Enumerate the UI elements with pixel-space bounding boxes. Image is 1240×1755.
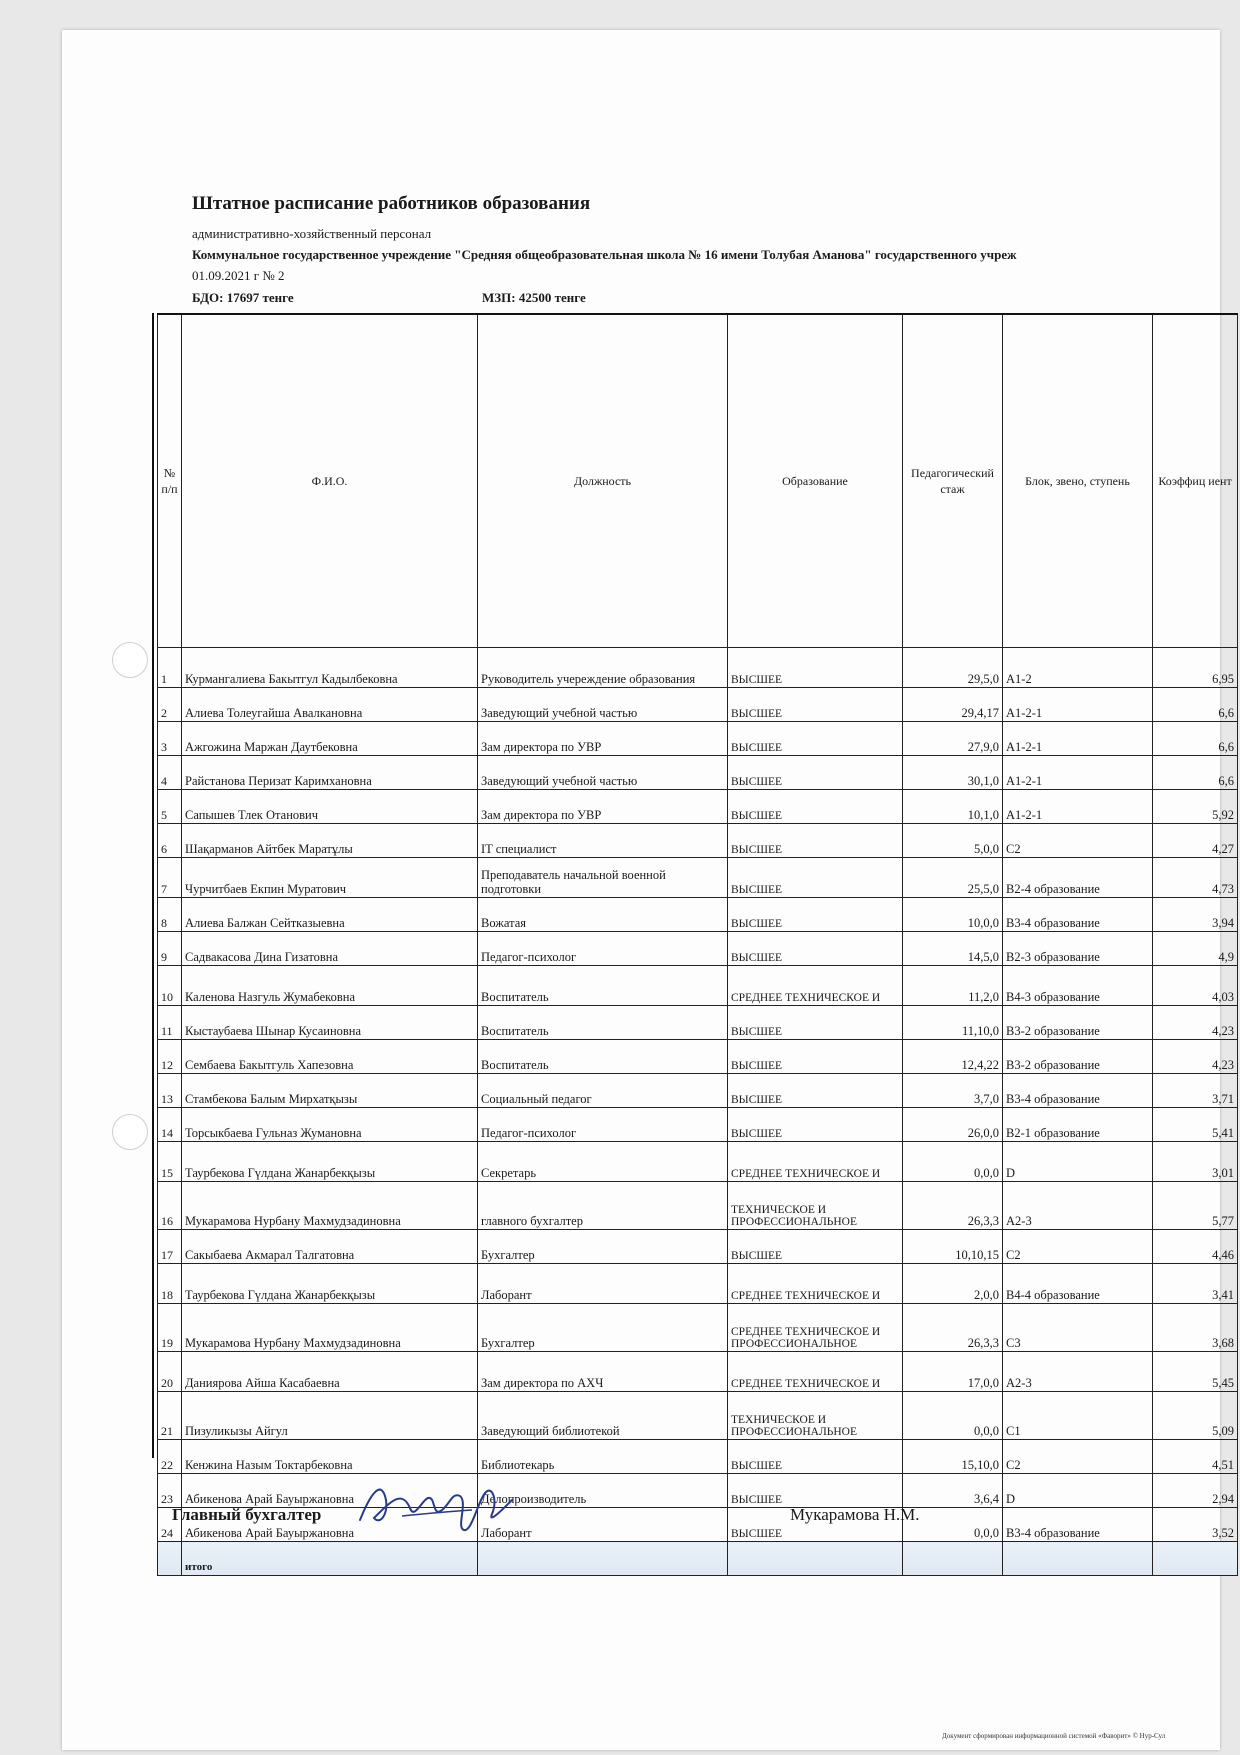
row-coefficient: 6,6 xyxy=(1153,756,1238,790)
bdo-value: БДО: 17697 тенге xyxy=(192,290,294,305)
header-name: Ф.И.О. xyxy=(182,314,478,648)
row-coefficient: 4,23 xyxy=(1153,1006,1238,1040)
header-number: № п/п xyxy=(158,314,182,648)
row-stage: 0,0,0 xyxy=(903,1142,1003,1182)
row-education: ВЫСШЕЕ xyxy=(728,756,903,790)
row-position: Воспитатель xyxy=(478,966,728,1006)
table-row xyxy=(158,824,1238,858)
table-row xyxy=(158,1474,1238,1508)
row-education: ВЫСШЕЕ xyxy=(728,1006,903,1040)
row-coefficient: 3,41 xyxy=(1153,1264,1238,1304)
row-position: IT специалист xyxy=(478,824,728,858)
row-number: 16 xyxy=(158,1182,182,1230)
row-name: Садвакасова Дина Гизатовна xyxy=(182,932,478,966)
total-cell xyxy=(158,1542,182,1576)
row-position: Бухгалтер xyxy=(478,1304,728,1352)
total-label: итого xyxy=(182,1542,478,1576)
row-number: 2 xyxy=(158,688,182,722)
row-block: B3-4 образование xyxy=(1003,898,1153,932)
table-row xyxy=(158,966,1238,1006)
row-block: B4-3 образование xyxy=(1003,966,1153,1006)
row-education: ВЫСШЕЕ xyxy=(728,1474,903,1508)
row-coefficient: 6,6 xyxy=(1153,722,1238,756)
row-education: ВЫСШЕЕ xyxy=(728,1108,903,1142)
total-cell xyxy=(728,1542,903,1576)
table-row xyxy=(158,648,1238,688)
row-stage: 15,10,0 xyxy=(903,1440,1003,1474)
row-number: 18 xyxy=(158,1264,182,1304)
row-number: 15 xyxy=(158,1142,182,1182)
punch-hole xyxy=(112,1114,148,1150)
row-block: C2 xyxy=(1003,824,1153,858)
table-row xyxy=(158,722,1238,756)
row-block: B2-4 образование xyxy=(1003,858,1153,898)
row-number: 7 xyxy=(158,858,182,898)
header-block: Блок, звено, ступень xyxy=(1003,314,1153,648)
row-coefficient: 3,71 xyxy=(1153,1074,1238,1108)
row-coefficient: 5,45 xyxy=(1153,1352,1238,1392)
row-number: 14 xyxy=(158,1108,182,1142)
row-stage: 0,0,0 xyxy=(903,1392,1003,1440)
row-stage: 3,6,4 xyxy=(903,1474,1003,1508)
total-row xyxy=(158,1542,1238,1576)
row-education: СРЕДНЕЕ ТЕХНИЧЕСКОЕ И xyxy=(728,1264,903,1304)
row-name: Чурчитбаев Екпин Муратович xyxy=(182,858,478,898)
row-education: ВЫСШЕЕ xyxy=(728,1040,903,1074)
row-position: Заведующий учебной частью xyxy=(478,756,728,790)
row-stage: 11,10,0 xyxy=(903,1006,1003,1040)
row-position: главного бухгалтер xyxy=(478,1182,728,1230)
row-position: Преподаватель начальной военной подготовки xyxy=(478,858,728,898)
row-position: Зам директора по УВР xyxy=(478,790,728,824)
footer-note: Документ сформирован информационной системой «Фаворит» © Нур-Сул xyxy=(942,1732,1166,1740)
row-number: 4 xyxy=(158,756,182,790)
row-stage: 27,9,0 xyxy=(903,722,1003,756)
row-position: Зам директора по АХЧ xyxy=(478,1352,728,1392)
row-position: Бухгалтер xyxy=(478,1230,728,1264)
header-position: Должность xyxy=(478,314,728,648)
row-number: 11 xyxy=(158,1006,182,1040)
row-coefficient: 4,46 xyxy=(1153,1230,1238,1264)
row-stage: 30,1,0 xyxy=(903,756,1003,790)
row-number: 9 xyxy=(158,932,182,966)
row-coefficient: 5,92 xyxy=(1153,790,1238,824)
row-position: Заведующий библиотекой xyxy=(478,1392,728,1440)
row-position: Воспитатель xyxy=(478,1006,728,1040)
table-row xyxy=(158,858,1238,898)
row-education: ВЫСШЕЕ xyxy=(728,824,903,858)
row-name: Пизуликызы Айгул xyxy=(182,1392,478,1440)
row-stage: 26,3,3 xyxy=(903,1182,1003,1230)
row-number: 22 xyxy=(158,1440,182,1474)
row-block: C2 xyxy=(1003,1440,1153,1474)
row-block: B2-1 образование xyxy=(1003,1108,1153,1142)
row-coefficient: 3,94 xyxy=(1153,898,1238,932)
row-coefficient: 4,27 xyxy=(1153,824,1238,858)
row-stage: 2,0,0 xyxy=(903,1264,1003,1304)
row-coefficient: 4,23 xyxy=(1153,1040,1238,1074)
row-block: D xyxy=(1003,1474,1153,1508)
table-row xyxy=(158,756,1238,790)
row-education: ВЫСШЕЕ xyxy=(728,932,903,966)
table-row xyxy=(158,898,1238,932)
row-stage: 11,2,0 xyxy=(903,966,1003,1006)
row-education: ВЫСШЕЕ xyxy=(728,688,903,722)
header-stage: Педагогический стаж xyxy=(903,314,1003,648)
table-row xyxy=(158,1440,1238,1474)
row-stage: 29,5,0 xyxy=(903,648,1003,688)
row-name: Сембаева Бакытгуль Хапезовна xyxy=(182,1040,478,1074)
table-row xyxy=(158,1142,1238,1182)
row-name: Мукарамова Нурбану Махмудзадиновна xyxy=(182,1304,478,1352)
row-block: B3-4 образование xyxy=(1003,1074,1153,1108)
row-name: Кенжина Назым Токтарбековна xyxy=(182,1440,478,1474)
row-position: Руководитель учереждение образования xyxy=(478,648,728,688)
row-block: B3-2 образование xyxy=(1003,1006,1153,1040)
row-name: Алиева Толеугайша Авалкановна xyxy=(182,688,478,722)
row-coefficient: 3,52 xyxy=(1153,1508,1238,1542)
row-education: СРЕДНЕЕ ТЕХНИЧЕСКОЕ И xyxy=(728,966,903,1006)
row-stage: 10,1,0 xyxy=(903,790,1003,824)
total-cell xyxy=(1153,1542,1238,1576)
table-row xyxy=(158,1264,1238,1304)
row-position: Педагог-психолог xyxy=(478,1108,728,1142)
row-coefficient: 5,77 xyxy=(1153,1182,1238,1230)
row-block: A2-3 xyxy=(1003,1352,1153,1392)
row-block: C2 xyxy=(1003,1230,1153,1264)
document-subtitle: административно-хозяйственный персонал xyxy=(192,226,432,241)
row-name: Сакыбаева Акмарал Талгатовна xyxy=(182,1230,478,1264)
row-name: Каленова Назгуль Жумабековна xyxy=(182,966,478,1006)
total-cell xyxy=(478,1542,728,1576)
row-name: Даниярова Айша Касабаевна xyxy=(182,1352,478,1392)
row-education: ВЫСШЕЕ xyxy=(728,1508,903,1542)
row-stage: 26,3,3 xyxy=(903,1304,1003,1352)
row-position: Заведующий учебной частью xyxy=(478,688,728,722)
row-position: Воспитатель xyxy=(478,1040,728,1074)
row-stage: 3,7,0 xyxy=(903,1074,1003,1108)
row-name: Райстанова Перизат Каримхановна xyxy=(182,756,478,790)
row-coefficient: 6,6 xyxy=(1153,688,1238,722)
row-block: B3-2 образование xyxy=(1003,1040,1153,1074)
row-coefficient: 4,51 xyxy=(1153,1440,1238,1474)
row-number: 5 xyxy=(158,790,182,824)
table-row xyxy=(158,1006,1238,1040)
row-position: Лаборант xyxy=(478,1264,728,1304)
table-row xyxy=(158,932,1238,966)
row-position: Вожатая xyxy=(478,898,728,932)
row-coefficient: 5,41 xyxy=(1153,1108,1238,1142)
row-coefficient: 3,68 xyxy=(1153,1304,1238,1352)
header-coefficient: Коэффиц иент xyxy=(1153,314,1238,648)
row-stage: 17,0,0 xyxy=(903,1352,1003,1392)
row-block: A1-2-1 xyxy=(1003,756,1153,790)
row-number: 12 xyxy=(158,1040,182,1074)
row-education: ВЫСШЕЕ xyxy=(728,722,903,756)
table-row xyxy=(158,1352,1238,1392)
row-number: 10 xyxy=(158,966,182,1006)
row-education: ВЫСШЕЕ xyxy=(728,1440,903,1474)
row-name: Абикенова Арай Бауыржановна xyxy=(182,1474,478,1508)
row-name: Стамбекова Балым Мирхатқызы xyxy=(182,1074,478,1108)
row-block: B2-3 образование xyxy=(1003,932,1153,966)
row-stage: 26,0,0 xyxy=(903,1108,1003,1142)
row-block: B4-4 образование xyxy=(1003,1264,1153,1304)
row-stage: 29,4,17 xyxy=(903,688,1003,722)
signature-label: Главный бухгалтер xyxy=(172,1505,322,1524)
row-position: Лаборант xyxy=(478,1508,728,1542)
table-row xyxy=(158,1230,1238,1264)
row-block: A1-2-1 xyxy=(1003,688,1153,722)
total-cell xyxy=(1003,1542,1153,1576)
row-number: 6 xyxy=(158,824,182,858)
row-number: 13 xyxy=(158,1074,182,1108)
row-education: ВЫСШЕЕ xyxy=(728,790,903,824)
row-education: ТЕХНИЧЕСКОЕ И ПРОФЕССИОНАЛЬНОЕ xyxy=(728,1182,903,1230)
row-block: A1-2-1 xyxy=(1003,790,1153,824)
row-education: ВЫСШЕЕ xyxy=(728,1230,903,1264)
row-coefficient: 4,73 xyxy=(1153,858,1238,898)
row-position: Библиотекарь xyxy=(478,1440,728,1474)
row-coefficient: 5,09 xyxy=(1153,1392,1238,1440)
total-cell xyxy=(903,1542,1003,1576)
row-block: A2-3 xyxy=(1003,1182,1153,1230)
row-position: Социальный педагог xyxy=(478,1074,728,1108)
row-education: ВЫСШЕЕ xyxy=(728,1074,903,1108)
signatory-name: Мукарамова Н.М. xyxy=(790,1505,920,1524)
row-block: D xyxy=(1003,1142,1153,1182)
row-education: СРЕДНЕЕ ТЕХНИЧЕСКОЕ И xyxy=(728,1352,903,1392)
table-header-row xyxy=(158,314,1238,648)
row-education: ТЕХНИЧЕСКОЕ И ПРОФЕССИОНАЛЬНОЕ xyxy=(728,1392,903,1440)
row-coefficient: 6,95 xyxy=(1153,648,1238,688)
table-row xyxy=(158,1108,1238,1142)
row-stage: 25,5,0 xyxy=(903,858,1003,898)
document-date: 01.09.2021 г № 2 xyxy=(192,268,285,283)
row-education: СРЕДНЕЕ ТЕХНИЧЕСКОЕ И ПРОФЕССИОНАЛЬНОЕ xyxy=(728,1304,903,1352)
staff-table xyxy=(157,313,1238,1576)
header-education: Образование xyxy=(728,314,903,648)
row-name: Торсыкбаева Гульназ Жумановна xyxy=(182,1108,478,1142)
table-row xyxy=(158,1182,1238,1230)
row-number: 8 xyxy=(158,898,182,932)
row-name: Алиева Балжан Сейтказыевна xyxy=(182,898,478,932)
row-name: Таурбекова Гүлдана Жанарбекқызы xyxy=(182,1142,478,1182)
institution-name: Коммунальное государственное учреждение "Средняя общеобразовательная школа № 16 имени Толубая Аманова" государственного учреж xyxy=(192,247,1017,262)
row-block: A1-2 xyxy=(1003,648,1153,688)
row-coefficient: 4,9 xyxy=(1153,932,1238,966)
row-position: Педагог-психолог xyxy=(478,932,728,966)
row-coefficient: 4,03 xyxy=(1153,966,1238,1006)
row-name: Шақарманов Айтбек Маратұлы xyxy=(182,824,478,858)
row-stage: 10,10,15 xyxy=(903,1230,1003,1264)
row-position: Делопроизводитель xyxy=(478,1474,728,1508)
table-row xyxy=(158,1304,1238,1352)
table-row xyxy=(158,790,1238,824)
row-education: ВЫСШЕЕ xyxy=(728,648,903,688)
row-number: 19 xyxy=(158,1304,182,1352)
row-name: Сапышев Тлек Отанович xyxy=(182,790,478,824)
row-education: ВЫСШЕЕ xyxy=(728,898,903,932)
row-number: 21 xyxy=(158,1392,182,1440)
row-number: 20 xyxy=(158,1352,182,1392)
row-coefficient: 3,01 xyxy=(1153,1142,1238,1182)
row-stage: 5,0,0 xyxy=(903,824,1003,858)
row-block: C3 xyxy=(1003,1304,1153,1352)
handwritten-signature xyxy=(352,1470,532,1540)
row-education: ВЫСШЕЕ xyxy=(728,858,903,898)
row-number: 23 xyxy=(158,1474,182,1508)
row-block: A1-2-1 xyxy=(1003,722,1153,756)
table-row xyxy=(158,1392,1238,1440)
row-name: Абикенова Арай Бауыржановна xyxy=(182,1508,478,1542)
table-row xyxy=(158,1040,1238,1074)
table-left-border xyxy=(152,313,154,1458)
row-number: 17 xyxy=(158,1230,182,1264)
row-name: Таурбекова Гүлдана Жанарбекқызы xyxy=(182,1264,478,1304)
row-block: B3-4 образование xyxy=(1003,1508,1153,1542)
row-number: 3 xyxy=(158,722,182,756)
punch-hole xyxy=(112,642,148,678)
document-page xyxy=(62,30,1234,1750)
row-coefficient: 2,94 xyxy=(1153,1474,1238,1508)
row-number: 24 xyxy=(158,1508,182,1542)
table-row xyxy=(158,1074,1238,1108)
mzp-value: МЗП: 42500 тенге xyxy=(482,290,586,305)
table-row xyxy=(158,688,1238,722)
row-stage: 14,5,0 xyxy=(903,932,1003,966)
document-title: Штатное расписание работников образования xyxy=(192,193,591,214)
row-name: Мукарамова Нурбану Махмудзадиновна xyxy=(182,1182,478,1230)
row-name: Кыстаубаева Шынар Кусаиновна xyxy=(182,1006,478,1040)
row-name: Курмангалиева Бакытгул Кадылбековна xyxy=(182,648,478,688)
row-number: 1 xyxy=(158,648,182,688)
row-name: Ажгожина Маржан Даутбековна xyxy=(182,722,478,756)
row-stage: 0,0,0 xyxy=(903,1508,1003,1542)
row-stage: 10,0,0 xyxy=(903,898,1003,932)
row-stage: 12,4,22 xyxy=(903,1040,1003,1074)
row-position: Зам директора по УВР xyxy=(478,722,728,756)
row-position: Секретарь xyxy=(478,1142,728,1182)
row-education: СРЕДНЕЕ ТЕХНИЧЕСКОЕ И xyxy=(728,1142,903,1182)
row-block: C1 xyxy=(1003,1392,1153,1440)
